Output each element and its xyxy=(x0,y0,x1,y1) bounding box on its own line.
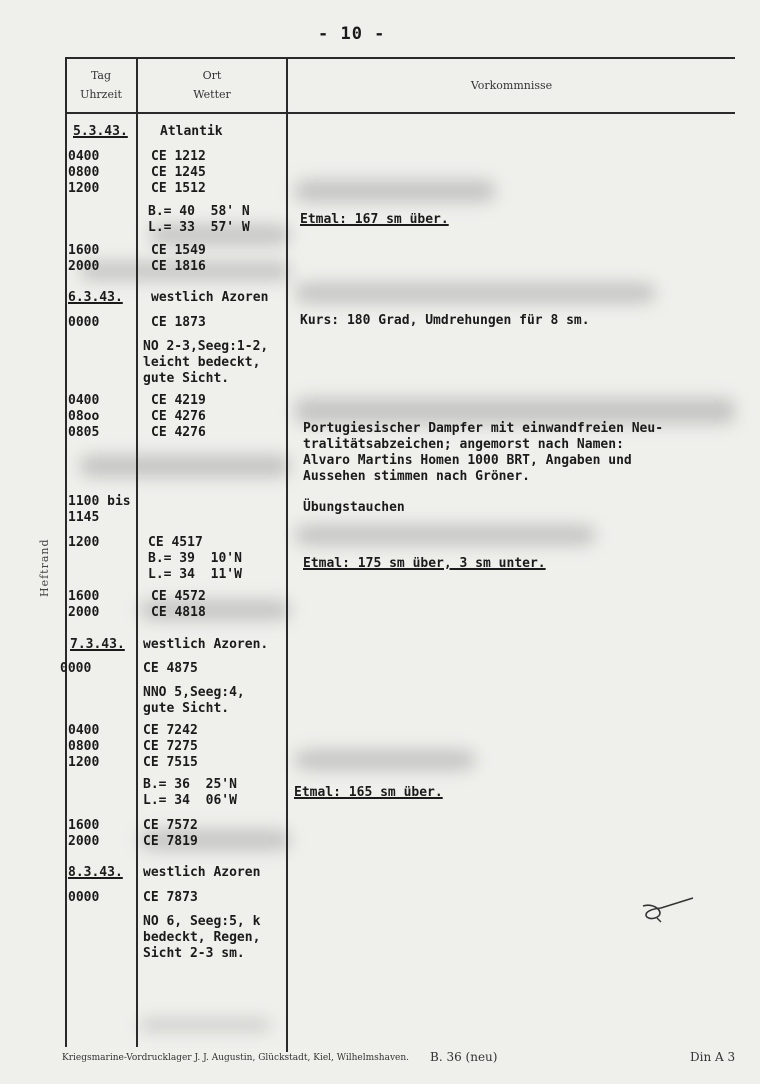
header-ort-line1: Ort xyxy=(202,69,222,82)
page-number: - 10 - xyxy=(318,24,386,44)
entry-time: 0000 xyxy=(68,890,100,905)
smudge xyxy=(295,750,475,770)
header-tag-line2: Uhrzeit xyxy=(80,88,122,101)
entry-note: Etmal: 167 sm über. xyxy=(300,212,449,227)
entry-ort: B.= 36 25'N L.= 34 06'W xyxy=(143,777,237,808)
entry-ort: CE 7242 CE 7275 CE 7515 xyxy=(143,723,198,770)
header-bottom-rule xyxy=(65,112,735,114)
entry-ort: CE 4572 CE 4818 xyxy=(151,589,206,620)
entry-time: 1600 2000 xyxy=(68,589,100,620)
column-rule-2 xyxy=(286,57,288,1052)
entry-note: Portugiesischer Dampfer mit einwandfreien Neu- tralitätsabzeichen; angemorst nach Namen: Alvaro Martins Homen 1000 BRT, Angaben und Aussehen stimmen nach Gröner. xyxy=(303,421,664,484)
entry-ort: CE 1549 CE 1816 xyxy=(151,243,206,274)
entry-note: Kurs: 180 Grad, Umdrehungen für 8 sm. xyxy=(300,313,590,328)
smudge xyxy=(295,525,595,545)
entry-time: 0400 0800 1200 xyxy=(68,149,100,196)
entry-ort: CE 7572 CE 7819 xyxy=(143,818,198,849)
entry-ort: NO 2-3,Seeg:1-2, leicht bedeckt, gute Sicht. xyxy=(143,339,269,386)
entry-ort: CE 4219 CE 4276 CE 4276 xyxy=(151,393,206,440)
header-tag-line1: Tag xyxy=(90,69,112,82)
table-top-rule xyxy=(65,57,735,59)
entry-note: Etmal: 175 sm über, 3 sm unter. xyxy=(303,556,546,571)
header-vorkommnisse: Vorkommnisse xyxy=(470,79,553,92)
entry-time: 0000 xyxy=(60,661,92,676)
entry-ort: westlich Azoren. xyxy=(143,637,269,652)
column-rule-1 xyxy=(136,57,138,1047)
entry-ort: NNO 5,Seeg:4, gute Sicht. xyxy=(143,685,245,716)
smudge xyxy=(80,455,290,477)
header-tag xyxy=(66,66,136,104)
entry-time: 0000 xyxy=(68,315,100,330)
handwritten-initials xyxy=(635,892,705,932)
entry-ort: westlich Azoren xyxy=(143,865,261,880)
entry-time: 1200 xyxy=(68,535,100,550)
footer-size: Din A 3 xyxy=(690,1050,736,1064)
entry-time: 0400 0800 1200 xyxy=(68,723,100,770)
entry-time: 1100 bis 1145 xyxy=(68,494,131,525)
footer-form: B. 36 (neu) xyxy=(430,1050,498,1064)
entry-ort: Atlantik xyxy=(160,124,223,139)
entry-time: 6.3.43. xyxy=(68,290,123,305)
entry-time: 1600 2000 xyxy=(68,818,100,849)
smudge xyxy=(140,1020,270,1030)
entry-time: 1600 2000 xyxy=(68,243,100,274)
entry-ort: CE 1212 CE 1245 CE 1512 xyxy=(151,149,206,196)
entry-ort: westlich Azoren xyxy=(151,290,269,305)
entry-time: 8.3.43. xyxy=(68,865,123,880)
entry-ort: NO 6, Seeg:5, k bedeckt, Regen, Sicht 2-3 sm. xyxy=(143,914,261,961)
entry-time: 0400 08oo 0805 xyxy=(68,393,100,440)
header-ort-line2: Wetter xyxy=(193,88,231,101)
entry-ort: B.= 40 58' N L.= 33 57' W xyxy=(148,204,250,235)
smudge xyxy=(295,283,655,303)
entry-ort: CE 4517 B.= 39 10'N L.= 34 11'W xyxy=(148,535,242,582)
entry-time: 7.3.43. xyxy=(70,637,125,652)
smudge xyxy=(295,180,495,202)
header-ort xyxy=(138,66,286,104)
entry-ort: CE 4875 xyxy=(143,661,198,676)
entry-note: Übungstauchen xyxy=(303,500,405,515)
entry-time: 5.3.43. xyxy=(73,124,128,139)
entry-ort: CE 1873 xyxy=(151,315,206,330)
footer-printer: Kriegsmarine-Vordrucklager J. J. Augustin, Glückstadt, Kiel, Wilhelmshaven. xyxy=(62,1053,410,1063)
entry-ort: CE 7873 xyxy=(143,890,198,905)
entry-note: Etmal: 165 sm über. xyxy=(294,785,443,800)
side-label-heftrand: Heftrand xyxy=(38,538,51,597)
column-rule-left xyxy=(65,57,67,1047)
